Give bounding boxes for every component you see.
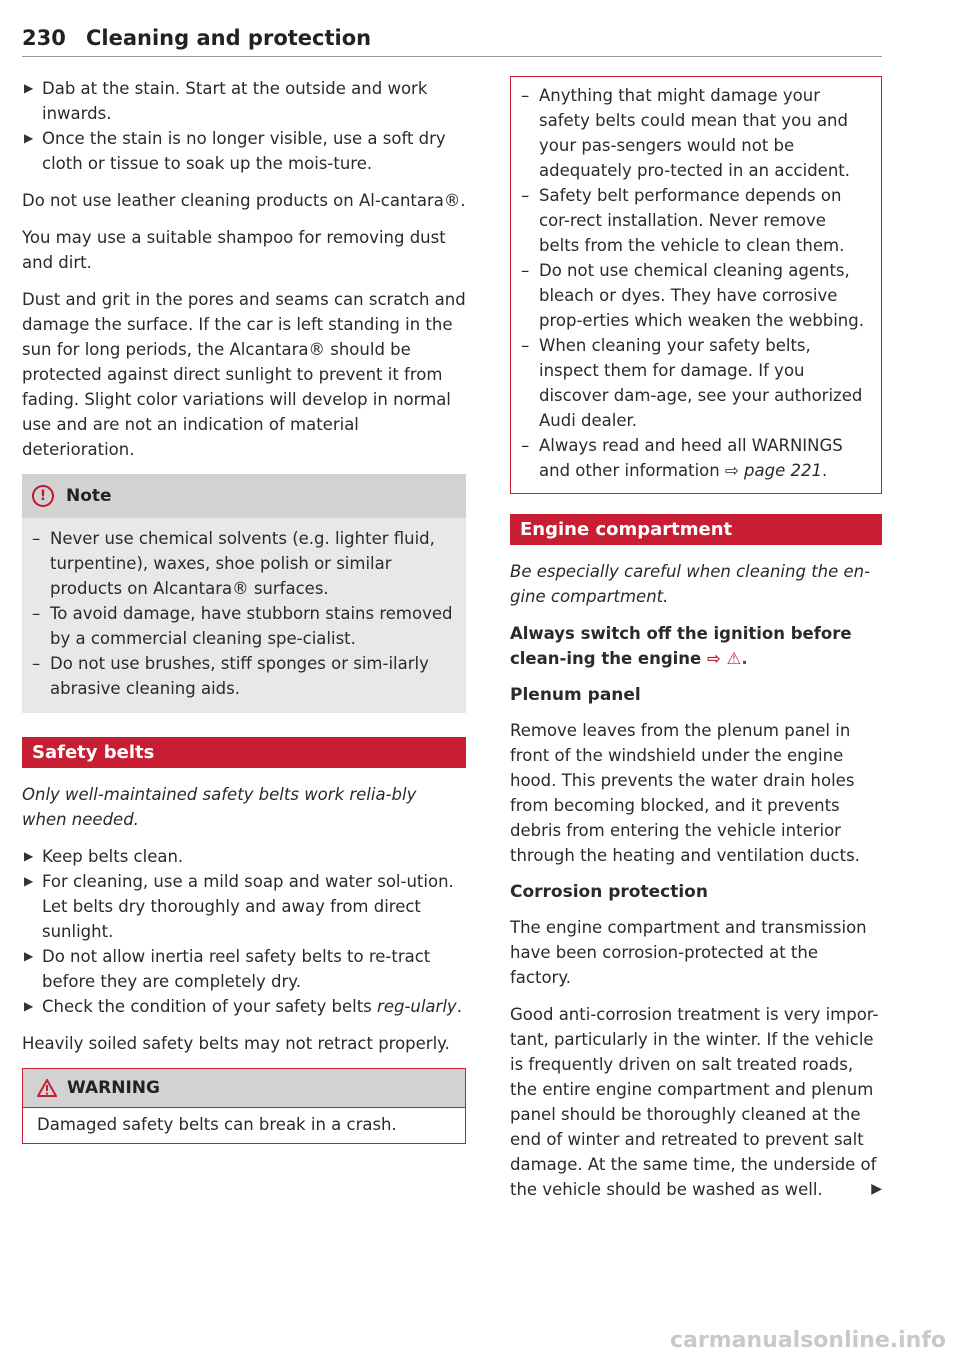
warning-header (23, 1069, 465, 1108)
list-item: – Always read and heed all WARNINGS and other information ⇨ page 221. (521, 436, 843, 480)
list-item: ▶ For cleaning, use a mild soap and water sol-ution. Let belts dry thoroughly and away from direct sunlight. (22, 869, 466, 944)
list-item: ▶ Do not allow inertia reel safety belts to re-tract before they are completely dry. (22, 944, 466, 994)
watermark: carmanualsonline.info (670, 1328, 946, 1353)
engine-instruction: Always switch off the ignition before clean-ing the engine ⇨ ⚠. (510, 624, 852, 668)
list-item: ▶ Keep belts clean. (22, 844, 466, 869)
paragraph: Do not use leather cleaning products on Al-cantara®. (22, 191, 466, 210)
warning-triangle-icon (37, 1079, 57, 1097)
triangle-bullet-icon: ▶ (24, 874, 34, 888)
warning-text: Damaged safety belts can break in a crash. (37, 1115, 397, 1134)
warning-title: WARNING (67, 1077, 160, 1098)
right-column (510, 76, 882, 1214)
list-item: – Safety belt performance depends on cor-rect installation. Never remove belts from the vehicle to clean them. (521, 186, 845, 255)
list-item: – When cleaning your safety belts, inspect them for damage. If you discover dam-age, see your authorized Audi dealer. (521, 336, 863, 430)
section-title: Cleaning and protection (86, 26, 372, 50)
page-reference-link[interactable]: ⇨ page 221 (724, 461, 822, 480)
plenum-heading: Plenum panel (510, 685, 641, 705)
list-item: – To avoid damage, have stubborn stains removed by a commercial cleaning spe-cialist. (32, 604, 453, 648)
safety-belts-heading: Safety belts (22, 737, 466, 768)
paragraph: The engine compartment and transmission have been corrosion-protected at the factory. (510, 918, 867, 987)
safety-intro: Only well-maintained safety belts work relia-bly when needed. (22, 785, 417, 829)
engine-compartment-heading: Engine compartment (510, 514, 882, 545)
list-item: ▶ Once the stain is no longer visible, use a soft dry cloth or tissue to soak up the mois-ture. (22, 126, 466, 176)
continue-arrow-icon: ▶ (871, 1181, 882, 1197)
triangle-bullet-icon: ▶ (24, 81, 34, 95)
paragraph: Remove leaves from the plenum panel in front of the windshield under the engine hood. This prevents the water drain holes from becoming blocked, and it prevents debris from entering the vehicle interior through the heating and ventilation ducts. (510, 721, 860, 865)
corrosion-heading: Corrosion protection (510, 882, 708, 902)
list-item: – Do not use brushes, stiff sponges or sim-ilarly abrasive cleaning aids. (32, 654, 429, 698)
triangle-bullet-icon: ▶ (24, 849, 34, 863)
triangle-bullet-icon: ▶ (24, 131, 34, 145)
note-header (22, 474, 466, 518)
paragraph: Dust and grit in the pores and seams can scratch and damage the surface. If the car is left standing in the sun for long periods, the Alcantara® should be protected against direct sunlight to prevent it from fading. Slight color variations will develop in normal use and are not an indication of material deterioration. (22, 290, 466, 459)
warning-box (22, 1068, 466, 1144)
info-exclamation-icon: ! (32, 485, 54, 507)
paragraph: Good anti-corrosion treatment is very impor-tant, particularly in the winter. If the vehicle is frequently driven on salt treated roads, the entire engine compartment and plenum panel should be thoroughly cleaned at the end of winter and retreated to prevent salt damage. At the same time, the underside of the vehicle should be washed as well. ▶ (510, 1002, 882, 1202)
triangle-bullet-icon: ▶ (24, 949, 34, 963)
list-item: ▶ Check the condition of your safety belts reg-ularly. (22, 994, 466, 1019)
note-box (22, 474, 466, 713)
list-item: – Never use chemical solvents (e.g. lighter fluid, turpentine), waxes, shoe polish or similar products on Alcantara® surfaces. (32, 529, 435, 598)
paragraph: You may use a suitable shampoo for removing dust and dirt. (22, 228, 446, 272)
left-column (22, 76, 466, 1144)
page-header (22, 22, 882, 57)
engine-intro: Be especially careful when cleaning the en-gine compartment. (510, 562, 871, 606)
list-item: – Anything that might damage your safety belts could mean that you and your pas-sengers would not be adequately pro-tected in an accident. (521, 86, 851, 180)
paragraph: Heavily soiled safety belts may not retract properly. (22, 1034, 450, 1053)
note-title: Note (66, 485, 112, 506)
stain-steps (22, 76, 466, 176)
list-item: – Do not use chemical cleaning agents, bleach or dyes. They have corrosive prop-erties which weaken the webbing. (521, 261, 864, 330)
list-item: ▶ Dab at the stain. Start at the outside and work inwards. (22, 76, 466, 126)
triangle-bullet-icon: ▶ (24, 999, 34, 1013)
page-number: 230 (22, 26, 66, 50)
warning-continued-box (510, 76, 882, 494)
warning-reference-link[interactable]: ⇨ ⚠. (706, 649, 748, 668)
safety-steps (22, 844, 466, 1019)
